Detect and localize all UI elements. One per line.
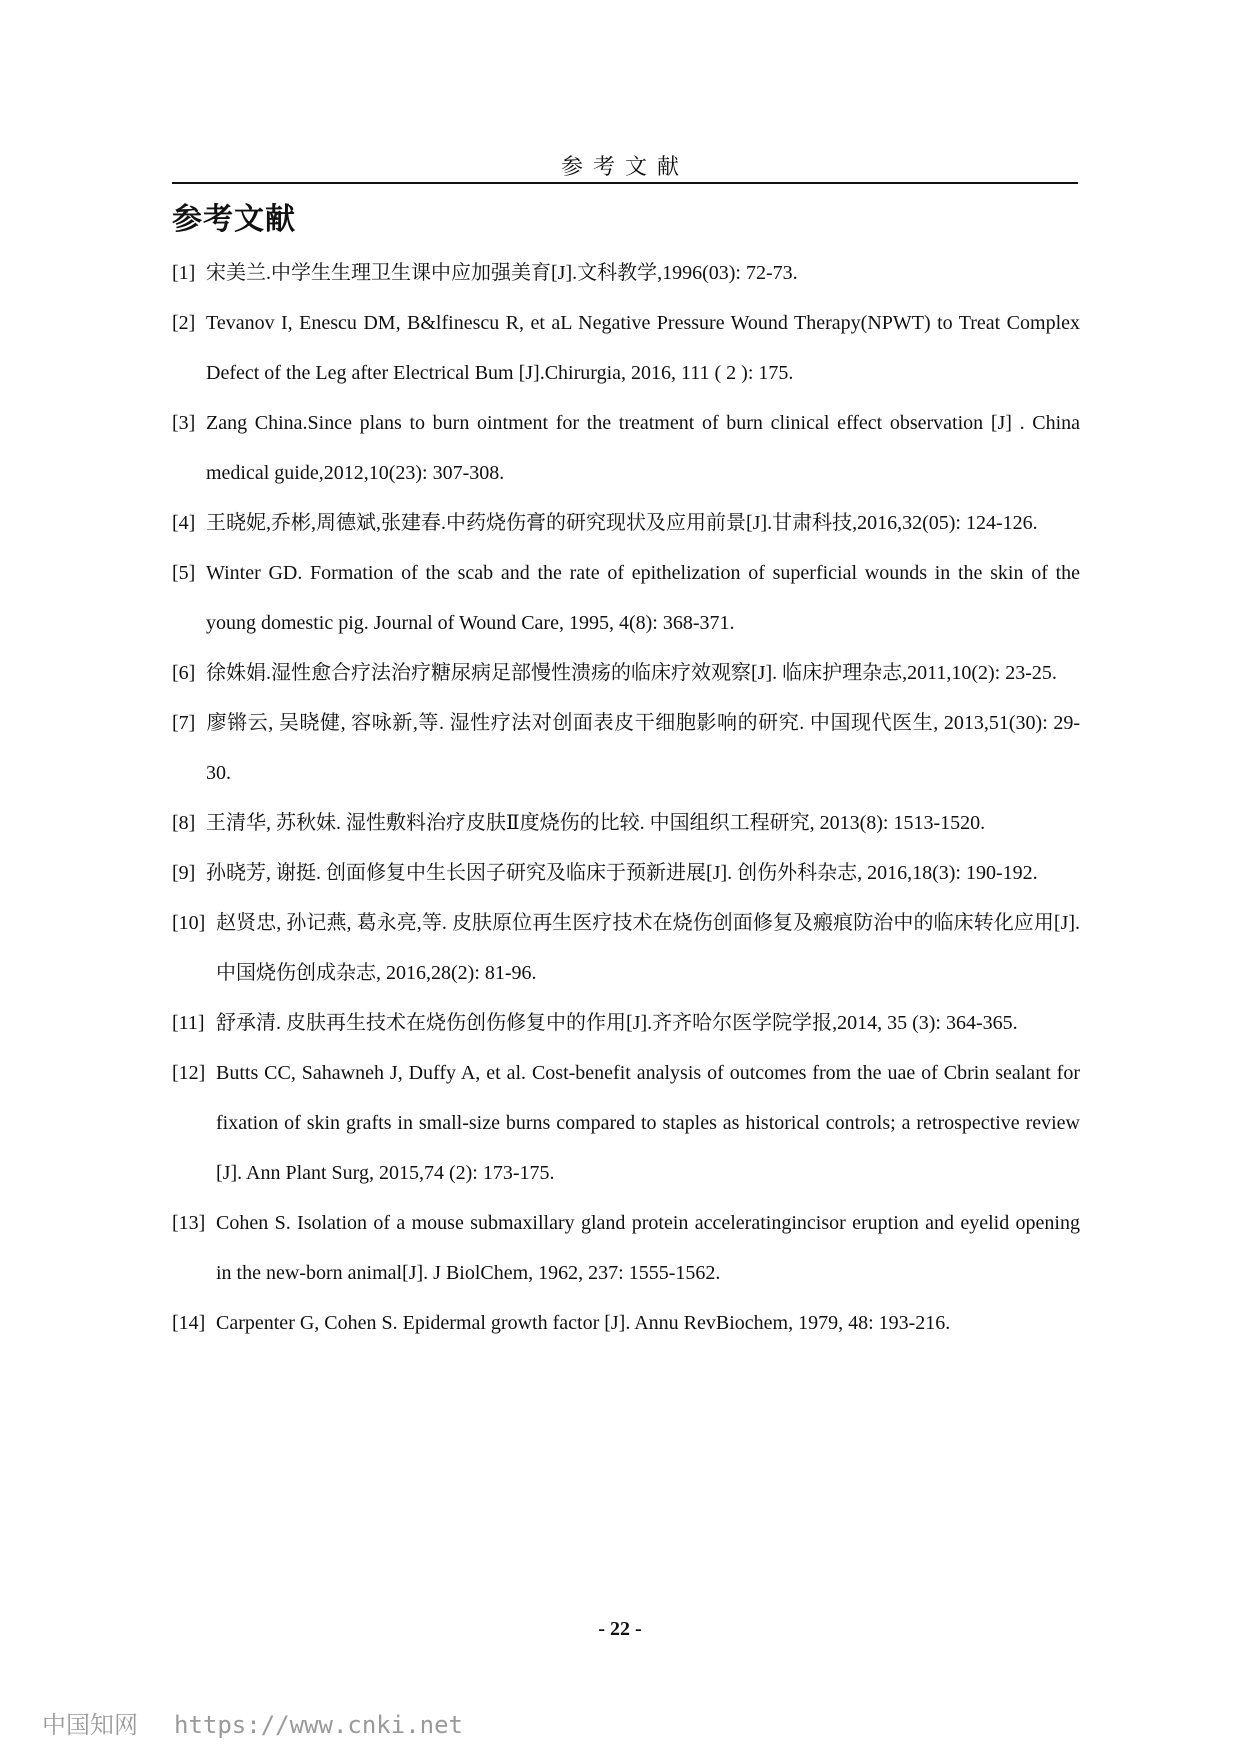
reference-text: 廖锵云, 吴晓健, 容咏新,等. 湿性疗法对创面表皮干细胞影响的研究. 中国现代医生, 2013,51(30): 29-30.	[206, 712, 1080, 784]
reference-item	[172, 898, 1080, 998]
cnki-watermark	[42, 1705, 463, 1740]
reference-text: 宋美兰.中学生生理卫生课中应加强美育[J].文科教学,1996(03): 72-73.	[206, 262, 798, 284]
reference-item	[172, 398, 1080, 498]
reference-number: [9]	[172, 862, 196, 884]
reference-text: Winter GD. Formation of the scab and the rate of epithelization of superficial wounds in the skin of the young domestic pig. Journal of Wound Care, 1995, 4(8): 368-371.	[206, 562, 1080, 634]
reference-number: [4]	[172, 512, 196, 534]
reference-text: 徐姝娟.湿性愈合疗法治疗糖尿病足部慢性溃疡的临床疗效观察[J]. 临床护理杂志,2011,10(2): 23-25.	[206, 662, 1057, 684]
reference-text: Tevanov I, Enescu DM, B&lfinescu R, et aL Negative Pressure Wound Therapy(NPWT) to Treat Complex Defect of the Leg after Electrical Bum [J].Chirurgia, 2016, 111 ( 2 ): 175.	[206, 312, 1080, 384]
header-rule	[172, 182, 1078, 184]
reference-item	[172, 248, 1080, 298]
reference-item	[172, 1298, 1080, 1348]
reference-text: 王清华, 苏秋妹. 湿性敷料治疗皮肤Ⅱ度烧伤的比较. 中国组织工程研究, 2013(8): 1513-1520.	[206, 812, 986, 834]
reference-text: 孙晓芳, 谢挺. 创面修复中生长因子研究及临床于预新进展[J]. 创伤外科杂志, 2016,18(3): 190-192.	[206, 862, 1038, 884]
reference-number: [10]	[172, 912, 206, 934]
reference-text: 赵贤忠, 孙记燕, 葛永亮,等. 皮肤原位再生医疗技术在烧伤创面修复及瘢痕防治中的临床转化应用[J]. 中国烧伤创成杂志, 2016,28(2): 81-96.	[216, 912, 1080, 984]
reference-number: [11]	[172, 1012, 205, 1034]
page-number: - 22 -	[598, 1618, 642, 1640]
reference-number: [13]	[172, 1212, 206, 1234]
reference-number: [6]	[172, 662, 196, 684]
reference-number: [14]	[172, 1312, 206, 1334]
reference-number: [7]	[172, 712, 196, 734]
reference-item	[172, 698, 1080, 798]
reference-text: 舒承清. 皮肤再生技术在烧伤创伤修复中的作用[J].齐齐哈尔医学院学报,2014, 35 (3): 364-365.	[216, 1012, 1018, 1034]
reference-text: Cohen S. Isolation of a mouse submaxillary gland protein acceleratingincisor eruption and eyelid opening in the new-born animal[J]. J BiolChem, 1962, 237: 1555-1562.	[216, 1212, 1080, 1284]
reference-text: Carpenter G, Cohen S. Epidermal growth factor [J]. Annu RevBiochem, 1979, 48: 193-216.	[216, 1312, 951, 1334]
reference-item	[172, 998, 1080, 1048]
reference-number: [12]	[172, 1062, 206, 1084]
reference-item	[172, 548, 1080, 648]
reference-item	[172, 798, 1080, 848]
reference-text: 王晓妮,乔彬,周德斌,张建春.中药烧伤膏的研究现状及应用前景[J].甘肃科技,2016,32(05): 124-126.	[206, 512, 1038, 534]
reference-number: [1]	[172, 262, 196, 284]
reference-text: Butts CC, Sahawneh J, Duffy A, et al. Cost-benefit analysis of outcomes from the uae of Cbrin sealant for fixation of skin grafts in small-size burns compared to staples as historical controls; a retrospective review [J]. Ann Plant Surg, 2015,74 (2): 173-175.	[216, 1062, 1080, 1184]
reference-item	[172, 848, 1080, 898]
reference-number: [5]	[172, 562, 196, 584]
reference-item	[172, 498, 1080, 548]
running-head: 参考文献	[560, 154, 689, 179]
reference-item	[172, 298, 1080, 398]
section-title: 参考文献	[172, 202, 296, 237]
reference-number: [3]	[172, 412, 196, 434]
watermark-url: https://www.cnki.net	[174, 1711, 463, 1739]
reference-item	[172, 648, 1080, 698]
reference-item	[172, 1198, 1080, 1298]
watermark-brand: 中国知网	[42, 1711, 138, 1739]
reference-number: [8]	[172, 812, 196, 834]
reference-number: [2]	[172, 312, 196, 334]
reference-item	[172, 1048, 1080, 1198]
reference-list	[172, 248, 1080, 1348]
reference-text: Zang China.Since plans to burn ointment for the treatment of burn clinical effect observation [J] . China medical guide,2012,10(23): 307-308.	[206, 412, 1080, 484]
